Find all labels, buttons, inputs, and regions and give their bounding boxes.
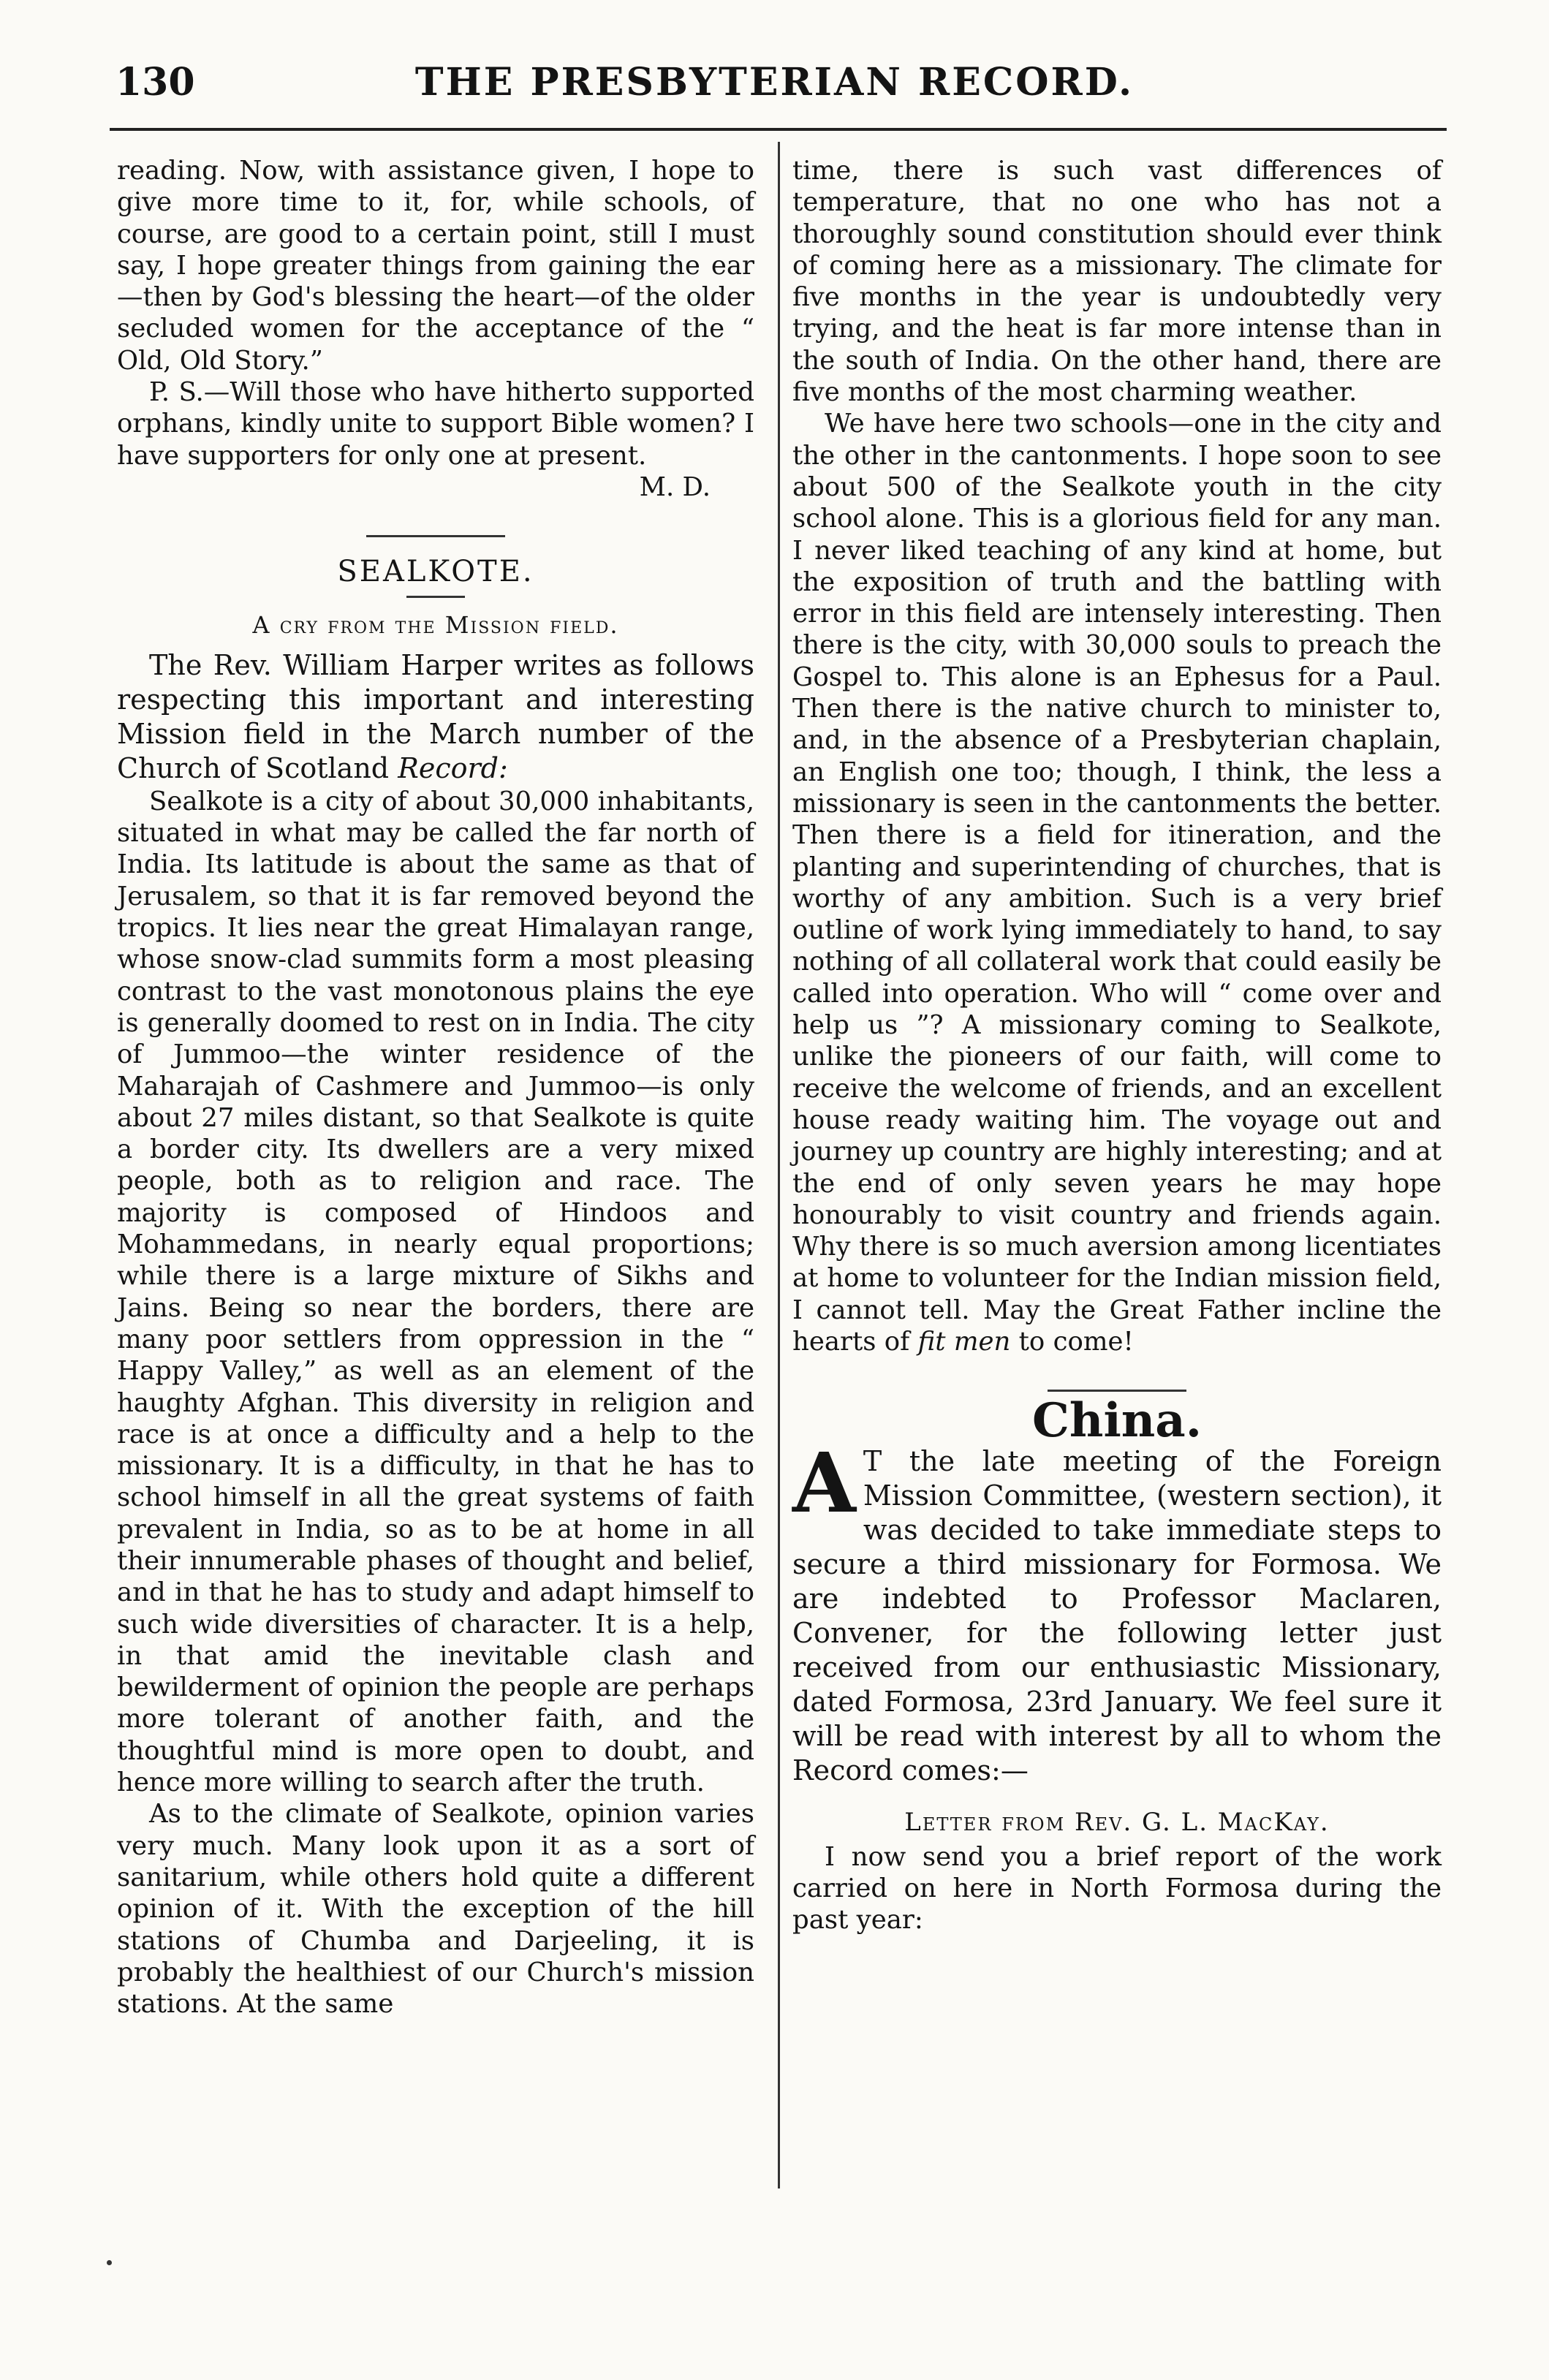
section-divider (1048, 1390, 1186, 1392)
stray-mark (107, 2260, 112, 2265)
paragraph: time, there is such vast differences of temperature, that no one who has not a thoroughly sound constitution should ever think of coming here as a missionary. The climate for five months in the year is undoubtedly very trying, and the heat is far more intense than in the south of India. On the other hand, there are five months of the most charming weather. (792, 156, 1442, 408)
intro-text: The Rev. William Harper writes as follows respecting this important and interesting Mission field in the March number of the Church of Scotland (117, 648, 754, 784)
section-divider (366, 535, 505, 537)
china-paragraph (792, 1435, 1442, 1788)
page-number: 130 (115, 60, 195, 105)
postscript-text: P. S.—Will those who have hitherto supported orphans, kindly unite to support Bible women? I have supporters for only one at present. (117, 377, 754, 471)
header-rule (110, 128, 1447, 131)
intro-paragraph (117, 648, 754, 786)
paragraph: reading. Now, with assistance given, I hope to give more time to it, for, while schools, of course, are good to a certain point, still I must say, I hope greater things from gaining the ear—then by God's blessing the heart—of the older secluded women for the acceptance of the “ Old, Old Story.” (117, 156, 754, 376)
letter-heading: Letter from Rev. G. L. MacKay. (904, 1807, 1330, 1837)
signature: M. D. (639, 471, 711, 502)
title-divider (406, 596, 465, 598)
paragraph: As to the climate of Sealkote, opinion varies very much. Many look upon it as a sort of sanitarium, while others hold quite a different opinion of it. With the exception of the hill stations of Chumba and Darjeeling, it is probably the healthiest of our Church's mission stations. At the same (117, 1799, 754, 2020)
section-title: China. (1031, 1393, 1203, 1449)
section-title: SEALKOTE. (337, 555, 534, 589)
running-head: THE PRESBYTERIAN RECORD. (414, 60, 1135, 105)
signature-row (117, 471, 754, 503)
paragraph-emphasis: fit men (917, 1326, 1011, 1357)
postscript (117, 376, 754, 471)
left-column (117, 155, 754, 2020)
paragraph-text: We have here two schools—one in the city and the other in the cantonments. I hope soon to see about 500 of the Sealkote youth in the city school alone. This is a glorious field for any man. I never liked teaching of any kind at home, but the exposition of truth and the battling with error in this field are intensely interesting. Then there is the city, with 30,000 souls to preach the Gospel to. This alone is an Ephesus for a Paul. Then there is the native church to minister to, and, in the absence of a Presbyterian chaplain, an English one too; though, I think, the less a missionary is seen in the cantonments the better. Then there is a field for itineration, and the planting and superintending of churches, that is worthy of any ambition. Such is a very brief outline of work lying immediately to hand, to say nothing of all collateral work that could easily be called into operation. Who will “ come over and help us ”? A missionary coming to Sealkote, unlike the pioneers of our faith, will come to receive the welcome of friends, and an excellent house ready waiting him. The voyage out and journey up country are highly interesting; and at the end of only seven years he may hope honourably to visit country and friends again. Why there is so much aversion among licentiates at home to volunteer for the Indian mission field, I cannot tell. May the Great Father incline the hearts of (792, 409, 1442, 1357)
paragraph-end: to come! (1018, 1326, 1134, 1357)
china-text: T the late meeting of the Foreign Mission Committee, (western section), it was decided to take immediate steps to secure a third missionary for Formosa. We are indebted to Professor Maclaren, Convener, for the following letter just received from our enthusiastic Missionary, dated Formosa, 23rd January. We feel sure it will be read with interest by all to whom the Record comes:— (792, 1444, 1442, 1786)
letter-paragraph: I now send you a brief report of the work carried on here in North Formosa during the past year: (792, 1841, 1442, 1936)
page-header (110, 60, 1439, 118)
section-subtitle: A cry from the Mission field. (252, 610, 619, 639)
column-divider (778, 142, 780, 2188)
intro-emphasis: Record: (398, 751, 508, 784)
paragraph (792, 408, 1442, 1357)
drop-cap: A (792, 1435, 856, 1531)
paragraph: Sealkote is a city of about 30,000 inhabitants, situated in what may be called the far north of India. Its latitude is about the same as that of Jerusalem, so that it is far removed beyond the tropics. It lies near the great Himalayan range, whose snow-clad summits form a most pleasing contrast to the vast monotonous plains the eye is generally doomed to rest on in India. The city of Jummoo—the winter residence of the Maharajah of Cashmere and Jummoo—is only about 27 miles distant, so that Sealkote is quite a border city. Its dwellers are a very mixed people, both as to religion and race. The majority is composed of Hindoos and Mohammedans, in nearly equal proportions; while there is a large mixture of Sikhs and Jains. Being so near the borders, there are many poor settlers from oppression in the “ Happy Valley,” as well as an element of the haughty Afghan. This diversity in religion and race is at once a difficulty and a help to the missionary. It is a difficulty, in that he has to school himself in all the great systems of faith prevalent in India, so as to be at home in all their innumerable phases of thought and belief, and in that he has to study and adapt himself to such wide diversities of character. It is a help, in that amid the inevitable clash and bewilderment of opinion the people are perhaps more tolerant of another faith, and the thoughtful mind is more open to doubt, and hence more willing to search after the truth. (117, 786, 754, 1798)
right-column (792, 155, 1442, 1936)
